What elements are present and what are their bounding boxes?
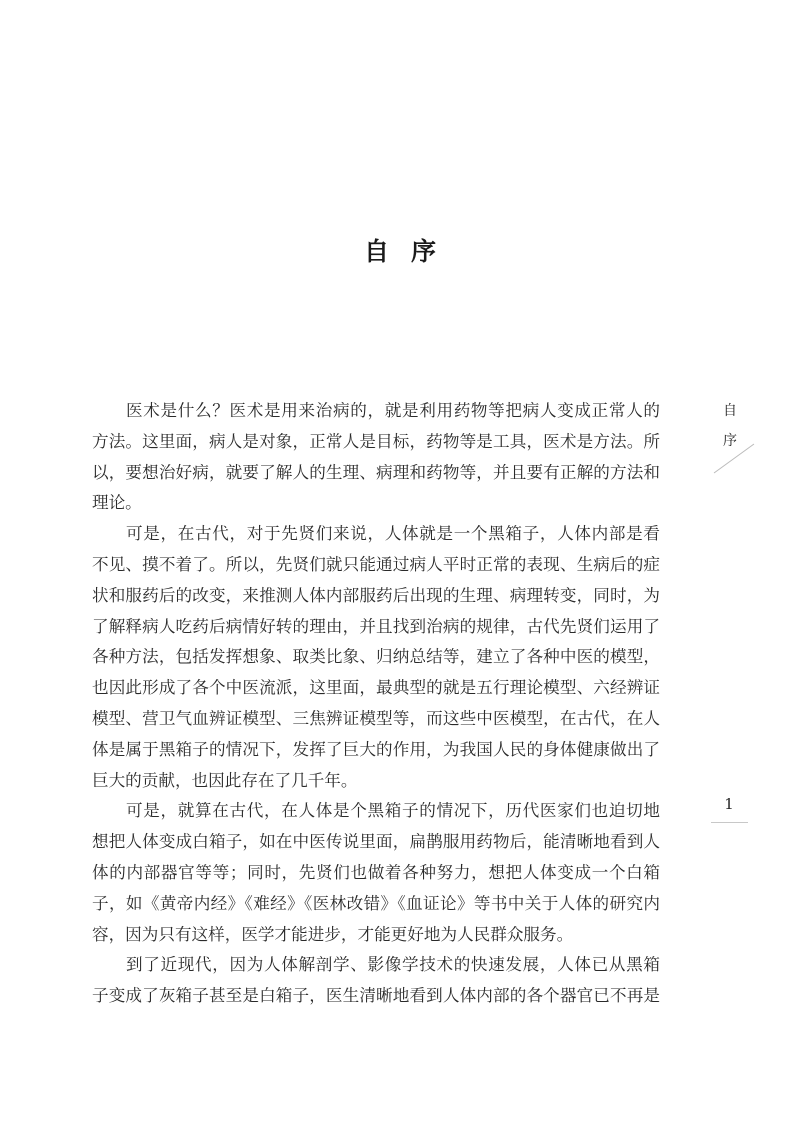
text-line: 了解释病人吃药后病情好转的理由，并且找到治病的规律，古代先贤们运用了: [92, 616, 660, 636]
text-line: 体是属于黑箱子的情况下，发挥了巨大的作用，为我国人民的身体健康做出了: [92, 739, 660, 759]
margin-tab-char: 序: [723, 433, 737, 449]
margin-tab-char: 自: [723, 403, 737, 419]
text-line: 不见、摸不着了。所以，先贤们就只能通过病人平时正常的表现、生病后的症: [92, 554, 660, 574]
text-line: 体的内部器官等等；同时，先贤们也做着各种努力，想把人体变成一个白箱: [92, 862, 660, 882]
text-line: 模型、营卫气血辨证模型、三焦辨证模型等，而这些中医模型，在古代，在人: [92, 708, 660, 728]
page-number-rule: [711, 822, 748, 823]
text-line: 可是，在古代，对于先贤们来说，人体就是一个黑箱子，人体内部是看: [126, 524, 660, 544]
text-line: 子，如《黄帝内经》《难经》《医林改错》《血证论》等书中关于人体的研究内: [92, 893, 660, 913]
page-number: 1: [724, 795, 734, 813]
text-line: 到了近现代，因为人体解剖学、影像学技术的快速发展，人体已从黑箱: [126, 955, 660, 975]
text-line: 子变成了灰箱子甚至是白箱子，医生清晰地看到人体内部的各个器官已不再是: [92, 986, 660, 1006]
text-line: 可是，就算在古代，在人体是个黑箱子的情况下，历代医家们也迫切地: [126, 801, 660, 821]
text-line: 医术是什么？医术是用来治病的，就是利用药物等把病人变成正常人的: [126, 401, 660, 420]
text-line: 以，要想治好病，就要了解人的生理、病理和药物等，并且要有正解的方法和: [92, 462, 660, 482]
text-line: 想把人体变成白箱子，如在中医传说里面，扁鹊服用药物后，能清晰地看到人: [92, 832, 660, 852]
text-line: 各种方法，包括发挥想象、取类比象、归纳总结等，建立了各种中医的模型，: [92, 647, 660, 667]
text-line: 方法。这里面，病人是对象，正常人是目标，药物等是工具，医术是方法。所: [92, 431, 660, 451]
text-line: 容，因为只有这样，医学才能进步，才能更好地为人民群众服务。: [92, 924, 574, 944]
body-text: [92, 396, 660, 1012]
margin-diagonal-rule: [712, 441, 758, 475]
text-line: 也因此形成了各个中医流派，这里面，最典型的就是五行理论模型、六经辨证: [92, 678, 660, 698]
page-title: 自序: [363, 237, 458, 266]
text-line: 巨大的贡献，也因此存在了几千年。: [92, 770, 358, 790]
text-line: 状和服药后的改变，来推测人体内部服药后出现的生理、病理转变，同时，为: [92, 585, 660, 605]
text-line: 理论。: [92, 493, 142, 513]
